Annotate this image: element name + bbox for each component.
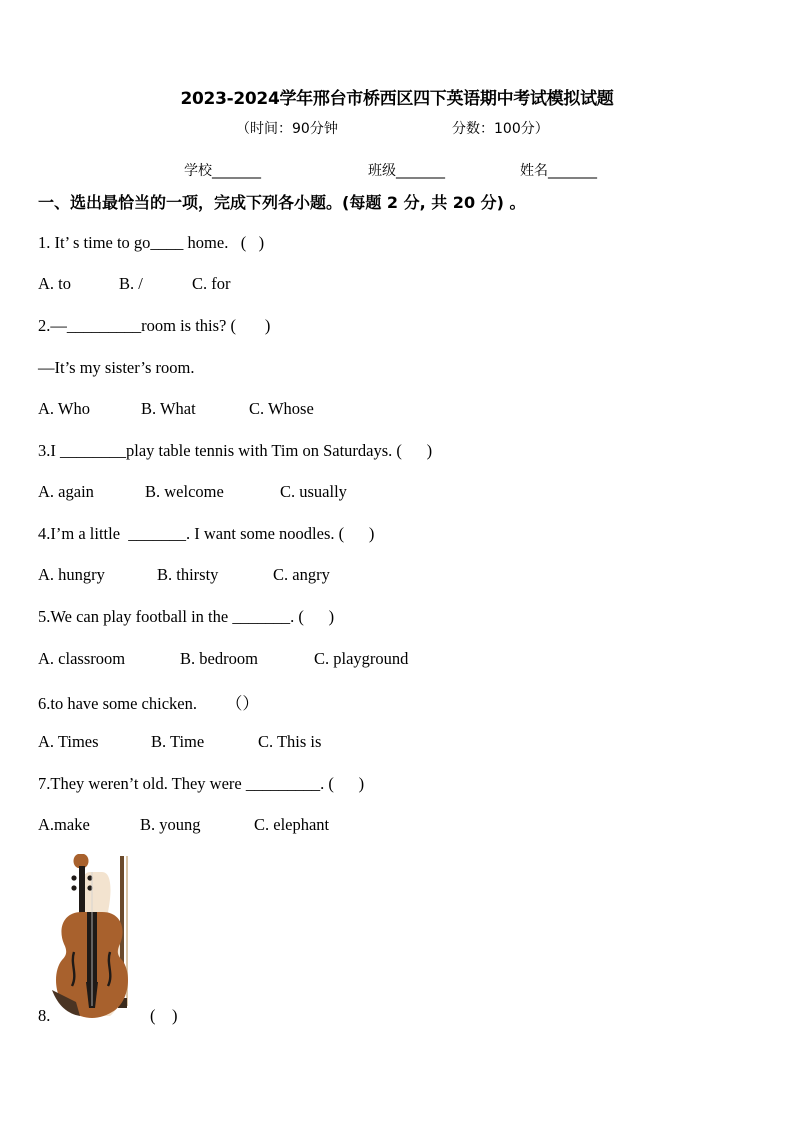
- class-field: 班级_______: [368, 163, 445, 179]
- question-6: 6.to have some chicken. （）: [38, 694, 259, 713]
- question-7: 7.They weren’t old. They were _________. ( ): [38, 774, 365, 793]
- q7-option-b: B. young: [140, 815, 201, 834]
- q6-option-a: A. Times: [38, 732, 99, 751]
- q1-option-a: A. to: [38, 274, 71, 293]
- q5-option-a: A. classroom: [38, 649, 126, 668]
- exam-score: 分数：100分）: [452, 121, 549, 137]
- name-field: 姓名_______: [520, 163, 597, 179]
- question-1: 1. It’ s time to go____ home. ( ): [38, 233, 265, 252]
- question-3: 3.I ________play table tennis with Tim on Saturdays. ( ): [38, 441, 433, 460]
- q1-option-c: C. for: [192, 274, 231, 293]
- q3-option-c: C. usually: [280, 482, 347, 501]
- q2-option-c: C. Whose: [249, 399, 314, 418]
- q5-option-c: C. playground: [314, 649, 409, 668]
- q6-option-c: C. This is: [258, 732, 322, 751]
- q1-option-b: B. /: [119, 274, 143, 293]
- page-title: 2023-2024学年邢台市桥西区四下英语期中考试模拟试题: [180, 89, 614, 109]
- question-2-answer-line: —It’s my sister’s room.: [38, 358, 195, 377]
- q4-option-b: B. thirsty: [157, 565, 219, 584]
- section-heading: 一、选出最恰当的一项，完成下列各小题。(每题 2 分, 共 20 分) 。: [38, 193, 526, 212]
- question-5: 5.We can play football in the _______. ( ): [38, 607, 335, 626]
- q7-option-c: C. elephant: [254, 815, 330, 834]
- exam-time: （时间：90分钟: [236, 121, 338, 137]
- q4-option-c: C. angry: [273, 565, 330, 584]
- q5-option-b: B. bedroom: [180, 649, 258, 668]
- question-4: 4.I’m a little _______. I want some noodles. ( ): [38, 524, 375, 543]
- q6-option-b: B. Time: [151, 732, 205, 751]
- q7-option-a: A.make: [38, 815, 90, 834]
- q3-option-b: B. welcome: [145, 482, 224, 501]
- question-8-answer-blank: ( ): [150, 1006, 178, 1025]
- violin-icon: [50, 852, 142, 1024]
- q4-option-a: A. hungry: [38, 565, 105, 584]
- q2-option-a: A. Who: [38, 399, 90, 418]
- q2-option-b: B. What: [141, 399, 196, 418]
- school-field: 学校_______: [184, 163, 261, 179]
- question-8-number: 8.: [38, 1006, 51, 1025]
- question-2: 2.—_________room is this? ( ): [38, 316, 271, 335]
- q3-option-a: A. again: [38, 482, 94, 501]
